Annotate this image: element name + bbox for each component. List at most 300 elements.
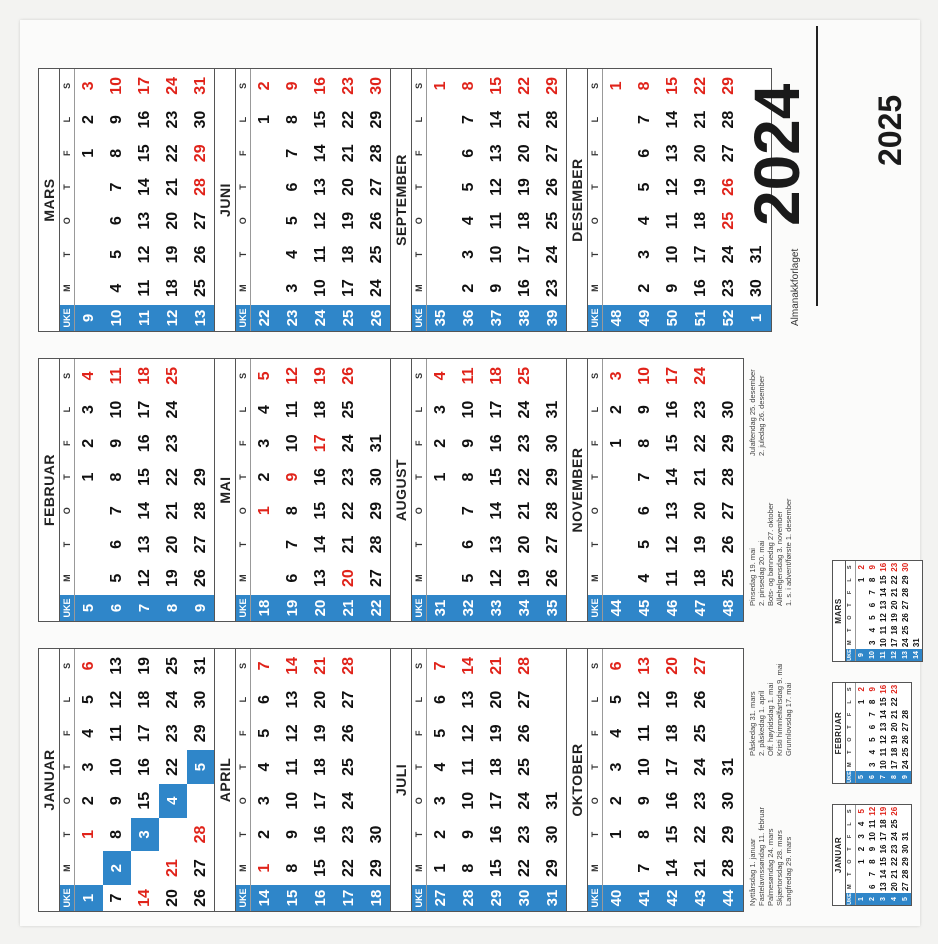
day-cell: 1 [608, 829, 625, 839]
day-cell: 30 [192, 110, 209, 129]
day-cell: 3 [432, 405, 449, 415]
year-next: 2025 [872, 94, 908, 166]
weekday-header: F [588, 426, 603, 460]
day-cell: 17 [312, 791, 329, 810]
day-cell: 16 [879, 684, 888, 694]
weekday-header: T [412, 750, 427, 784]
weekday-header: F [236, 426, 251, 460]
day-cell: 4 [80, 728, 97, 738]
weekday-header: T [412, 238, 427, 272]
day-cell: 22 [340, 501, 357, 520]
day-cell [363, 716, 391, 750]
day-cell: 30 [720, 400, 737, 419]
weekday-header: F [588, 136, 603, 170]
day-cell [856, 624, 867, 637]
day-cell [427, 136, 455, 170]
publisher-name: Almanakkforlaget [790, 248, 801, 326]
day-cell [911, 561, 922, 574]
day-cell [427, 271, 455, 305]
week-number: 22 [363, 595, 391, 621]
weekday-header: T [236, 818, 251, 852]
weekday-header: UKE [588, 885, 603, 911]
day-cell: 11 [136, 279, 153, 297]
day-cell: 14 [312, 535, 329, 554]
day-cell: 11 [108, 724, 125, 742]
day-cell [187, 426, 215, 460]
day-cell: 7 [256, 661, 273, 671]
week-number: 52 [715, 305, 743, 331]
month-november [566, 358, 744, 622]
day-cell: 5 [636, 182, 653, 192]
week-number: 22 [251, 305, 279, 331]
day-cell: 28 [368, 535, 385, 554]
day-cell: 27 [192, 535, 209, 554]
day-cell [187, 359, 215, 393]
day-cell: 25 [720, 211, 737, 230]
day-cell: 15 [879, 697, 888, 707]
weekday-header: T [60, 750, 75, 784]
day-cell: 15 [664, 76, 681, 95]
weekday-header: O [588, 204, 603, 238]
day-cell: 1 [80, 472, 97, 482]
day-cell: 10 [879, 638, 888, 648]
day-cell: 21 [340, 144, 357, 163]
day-cell: 19 [890, 735, 899, 745]
day-cell [75, 561, 103, 595]
day-cell: 18 [488, 758, 505, 776]
day-cell: 24 [164, 76, 181, 95]
day-cell: 27 [192, 859, 209, 878]
day-cell: 19 [488, 724, 505, 743]
weekday-header: T [846, 721, 856, 734]
weekday-header: UKE [846, 771, 856, 783]
weekday-header: F [412, 136, 427, 170]
day-cell: 9 [868, 687, 877, 692]
day-cell: 11 [879, 747, 888, 757]
day-cell: 25 [164, 366, 181, 385]
day-cell: 17 [516, 245, 533, 264]
day-cell [427, 238, 455, 272]
day-cell: 7 [460, 115, 477, 125]
week-number: 4 [159, 784, 187, 818]
day-cell [603, 460, 631, 494]
day-cell: 6 [608, 661, 625, 671]
day-cell: 5 [80, 695, 97, 705]
day-cell [856, 708, 867, 721]
day-cell: 29 [720, 434, 737, 453]
day-cell: 18 [136, 690, 153, 709]
week-number: 36 [455, 305, 483, 331]
weekday-header: L [412, 103, 427, 137]
day-cell: 3 [256, 796, 273, 806]
weekday-header: L [236, 683, 251, 717]
day-cell [251, 136, 279, 170]
day-cell [856, 868, 867, 881]
day-cell [715, 359, 743, 393]
day-cell: 14 [284, 656, 301, 675]
day-cell: 20 [890, 882, 899, 892]
day-cell: 28 [516, 656, 533, 675]
day-cell: 21 [890, 587, 899, 597]
month-grid [235, 649, 391, 911]
day-cell: 20 [890, 722, 899, 732]
day-cell: 4 [460, 216, 477, 226]
day-cell: 16 [488, 825, 505, 844]
weekday-header: T [846, 868, 856, 881]
day-cell: 29 [720, 76, 737, 95]
weekday-header: S [588, 69, 603, 103]
weekday-header: F [846, 708, 856, 721]
week-number: 2 [867, 893, 878, 905]
month-grid [411, 649, 567, 911]
day-cell: 4 [256, 762, 273, 772]
day-cell [363, 750, 391, 784]
day-cell: 1 [608, 81, 625, 91]
day-cell: 25 [544, 211, 561, 230]
weekday-header: T [588, 750, 603, 784]
day-cell: 10 [488, 245, 505, 264]
day-cell: 6 [432, 695, 449, 705]
day-cell: 25 [516, 366, 533, 385]
day-cell: 16 [136, 758, 153, 776]
day-cell: 4 [868, 749, 877, 755]
day-cell: 7 [636, 115, 653, 125]
day-cell: 3 [857, 834, 866, 839]
day-cell: 26 [544, 178, 561, 196]
day-cell: 10 [460, 400, 477, 419]
week-number: 2 [103, 851, 131, 885]
day-cell: 22 [890, 857, 899, 867]
week-number: 5 [900, 893, 911, 905]
day-cell: 27 [901, 882, 910, 892]
day-cell: 21 [692, 859, 709, 878]
day-cell: 27 [544, 144, 561, 163]
day-cell: 4 [608, 728, 625, 738]
day-cell: 12 [488, 569, 505, 588]
week-number: 8 [159, 595, 187, 621]
day-cell: 20 [312, 690, 329, 709]
day-cell: 30 [748, 279, 765, 298]
day-cell: 16 [516, 279, 533, 298]
day-cell: 30 [368, 825, 385, 844]
day-cell: 11 [636, 724, 653, 742]
week-number: 23 [279, 305, 307, 331]
day-cell: 12 [636, 690, 653, 709]
month-juli [390, 648, 568, 912]
day-cell: 23 [890, 844, 899, 854]
holiday-item: Bots- og bønnedag 27. oktober [766, 502, 775, 606]
day-cell: 15 [488, 76, 505, 95]
day-cell: 8 [636, 829, 653, 839]
rotated-calendar-content [20, 20, 920, 926]
week-number: 9 [900, 771, 911, 783]
weekday-header: S [588, 359, 603, 393]
day-cell: 12 [460, 724, 477, 743]
day-cell: 23 [516, 825, 533, 844]
day-cell: 2 [80, 796, 97, 806]
day-cell [715, 683, 743, 717]
day-cell: 18 [692, 569, 709, 588]
day-cell: 23 [164, 724, 181, 743]
weekday-header: O [412, 784, 427, 818]
day-cell: 6 [868, 884, 877, 889]
weekday-header: L [588, 103, 603, 137]
day-cell: 22 [890, 575, 899, 585]
week-number: 39 [539, 305, 567, 331]
day-cell [251, 238, 279, 272]
day-cell: 9 [460, 438, 477, 448]
day-cell [856, 586, 867, 599]
day-cell [363, 393, 391, 427]
day-cell: 15 [312, 501, 329, 520]
day-cell: 7 [284, 148, 301, 158]
day-cell: 26 [544, 569, 561, 588]
day-cell: 31 [368, 434, 385, 453]
day-cell: 6 [256, 695, 273, 705]
day-cell: 26 [890, 806, 899, 816]
week-number: 16 [307, 885, 335, 911]
day-cell: 15 [136, 468, 153, 486]
week-number: 47 [687, 595, 715, 621]
day-cell: 2 [432, 438, 449, 448]
day-cell: 20 [664, 656, 681, 675]
day-cell [856, 746, 867, 759]
day-cell [856, 880, 867, 893]
weekday-header: F [412, 716, 427, 750]
day-cell: 31 [544, 791, 561, 810]
day-cell: 27 [901, 600, 910, 610]
day-cell: 2 [256, 472, 273, 482]
day-cell [427, 204, 455, 238]
day-cell: 9 [284, 472, 301, 482]
day-cell: 18 [488, 366, 505, 385]
weekday-header: T [588, 170, 603, 204]
weekday-header: L [588, 683, 603, 717]
weekday-header: S [236, 69, 251, 103]
day-cell: 12 [879, 735, 888, 745]
day-cell: 20 [164, 889, 181, 907]
day-cell: 3 [868, 762, 877, 767]
day-cell: 26 [368, 211, 385, 230]
day-cell: 7 [108, 182, 125, 192]
week-number: 33 [483, 595, 511, 621]
day-cell: 5 [432, 728, 449, 738]
day-cell: 12 [284, 724, 301, 743]
day-cell: 11 [460, 367, 477, 385]
day-cell: 20 [516, 535, 533, 554]
day-cell [911, 624, 922, 637]
day-cell: 25 [164, 656, 181, 675]
week-number: 49 [631, 305, 659, 331]
week-number: 3 [131, 818, 159, 852]
day-cell: 5 [460, 182, 477, 192]
weekday-header: F [846, 586, 856, 599]
day-cell: 11 [312, 245, 329, 263]
day-cell: 7 [460, 506, 477, 516]
day-cell [603, 204, 631, 238]
day-cell: 12 [664, 535, 681, 554]
day-cell [427, 561, 455, 595]
holiday-item: 2. juledag 26. desember [757, 375, 766, 456]
day-cell: 9 [108, 438, 125, 448]
day-cell: 28 [192, 178, 209, 196]
month-grid [235, 69, 391, 331]
day-cell: 3 [256, 438, 273, 448]
day-cell: 27 [368, 178, 385, 196]
weekday-header: F [236, 136, 251, 170]
weekday-header: T [236, 460, 251, 494]
day-cell: 28 [720, 110, 737, 129]
day-cell [603, 136, 631, 170]
holiday-item: Skjærtorsdag 28. mars [775, 830, 784, 906]
day-cell: 5 [460, 573, 477, 583]
day-cell: 18 [692, 211, 709, 230]
weekday-header: O [846, 611, 856, 624]
day-cell: 19 [516, 178, 533, 196]
week-number: 50 [659, 305, 687, 331]
weekday-header: O [60, 204, 75, 238]
day-cell: 4 [432, 371, 449, 381]
day-cell [363, 784, 391, 818]
week-number: 48 [603, 305, 631, 331]
day-cell [603, 561, 631, 595]
day-cell: 21 [890, 709, 899, 719]
day-cell: 9 [108, 796, 125, 806]
month-grid [235, 359, 391, 621]
day-cell: 25 [720, 569, 737, 588]
day-cell: 1 [256, 506, 273, 516]
day-cell: 13 [312, 178, 329, 196]
day-cell: 26 [901, 613, 910, 623]
day-cell: 23 [164, 110, 181, 129]
day-cell: 15 [879, 857, 888, 867]
day-cell: 28 [192, 825, 209, 844]
day-cell: 5 [868, 615, 877, 620]
day-cell: 18 [890, 625, 899, 635]
day-cell: 1 [256, 863, 273, 873]
day-cell: 25 [192, 279, 209, 298]
day-cell [363, 359, 391, 393]
day-cell: 2 [80, 115, 97, 125]
day-cell [603, 271, 631, 305]
weekday-header: UKE [412, 885, 427, 911]
day-cell: 27 [516, 690, 533, 709]
weekday-header: UKE [412, 595, 427, 621]
month-name: FEBRUAR [41, 454, 57, 526]
day-cell: 31 [192, 76, 209, 95]
weekday-header: L [846, 574, 856, 587]
day-cell: 3 [608, 371, 625, 381]
day-cell: 23 [890, 684, 899, 694]
week-number: 25 [335, 305, 363, 331]
day-cell: 12 [868, 806, 877, 816]
day-cell: 22 [516, 76, 533, 95]
day-cell: 25 [692, 724, 709, 743]
weekday-header: S [60, 69, 75, 103]
week-number: 1 [743, 305, 771, 331]
day-cell: 24 [164, 400, 181, 419]
week-number: 34 [511, 595, 539, 621]
day-cell: 5 [108, 573, 125, 583]
day-cell: 16 [136, 110, 153, 129]
day-cell: 23 [890, 562, 899, 572]
weekday-header: UKE [846, 893, 856, 905]
day-cell: 18 [312, 758, 329, 776]
day-cell: 21 [692, 110, 709, 129]
day-cell: 10 [108, 400, 125, 419]
day-cell: 8 [108, 148, 125, 158]
month-grid [59, 69, 215, 331]
weekday-header: T [588, 528, 603, 562]
weekday-header: L [60, 683, 75, 717]
day-cell: 5 [284, 216, 301, 226]
weekday-header: L [412, 683, 427, 717]
day-cell: 14 [664, 859, 681, 878]
day-cell: 21 [516, 110, 533, 129]
weekday-header: S [412, 69, 427, 103]
day-cell: 17 [312, 434, 329, 453]
day-cell: 28 [720, 859, 737, 878]
holiday-item: Langfredag 29. mars [784, 836, 793, 906]
day-cell: 17 [340, 279, 357, 298]
day-cell: 15 [879, 575, 888, 585]
day-cell: 9 [868, 565, 877, 570]
month-grid [411, 359, 567, 621]
day-cell: 15 [664, 825, 681, 844]
day-cell [856, 611, 867, 624]
day-cell: 9 [636, 405, 653, 415]
day-cell: 1 [432, 472, 449, 482]
week-number: 18 [251, 595, 279, 621]
weekday-header: UKE [60, 595, 75, 621]
day-cell: 5 [857, 809, 866, 814]
day-cell: 13 [460, 690, 477, 709]
day-cell: 22 [516, 859, 533, 878]
weekday-header: T [236, 750, 251, 784]
weekday-header: M [588, 561, 603, 595]
day-cell [603, 528, 631, 562]
week-number: 10 [867, 649, 878, 661]
day-cell: 23 [340, 76, 357, 95]
week-number: 29 [483, 885, 511, 911]
day-cell: 28 [192, 501, 209, 520]
day-cell: 8 [868, 859, 877, 864]
day-cell: 25 [901, 747, 910, 757]
day-cell [603, 170, 631, 204]
day-cell: 19 [312, 366, 329, 385]
day-cell [539, 359, 567, 393]
month-name: MARS [41, 178, 57, 222]
day-cell: 17 [692, 245, 709, 264]
day-cell: 2 [857, 846, 866, 852]
day-cell: 30 [544, 434, 561, 453]
day-cell: 5 [636, 539, 653, 549]
week-number: 17 [335, 885, 363, 911]
day-cell: 1 [857, 577, 866, 583]
weekday-header: S [412, 649, 427, 683]
day-cell: 21 [164, 501, 181, 520]
week-number: 7 [878, 771, 889, 783]
day-cell: 8 [284, 506, 301, 516]
weekday-header: M [412, 271, 427, 305]
week-number: 42 [659, 885, 687, 911]
day-cell: 29 [901, 857, 910, 867]
weekday-header: S [236, 359, 251, 393]
day-cell: 10 [879, 760, 888, 770]
month-name: OKTOBER [569, 743, 585, 817]
weekday-header: S [412, 359, 427, 393]
week-number: 1 [75, 885, 103, 911]
